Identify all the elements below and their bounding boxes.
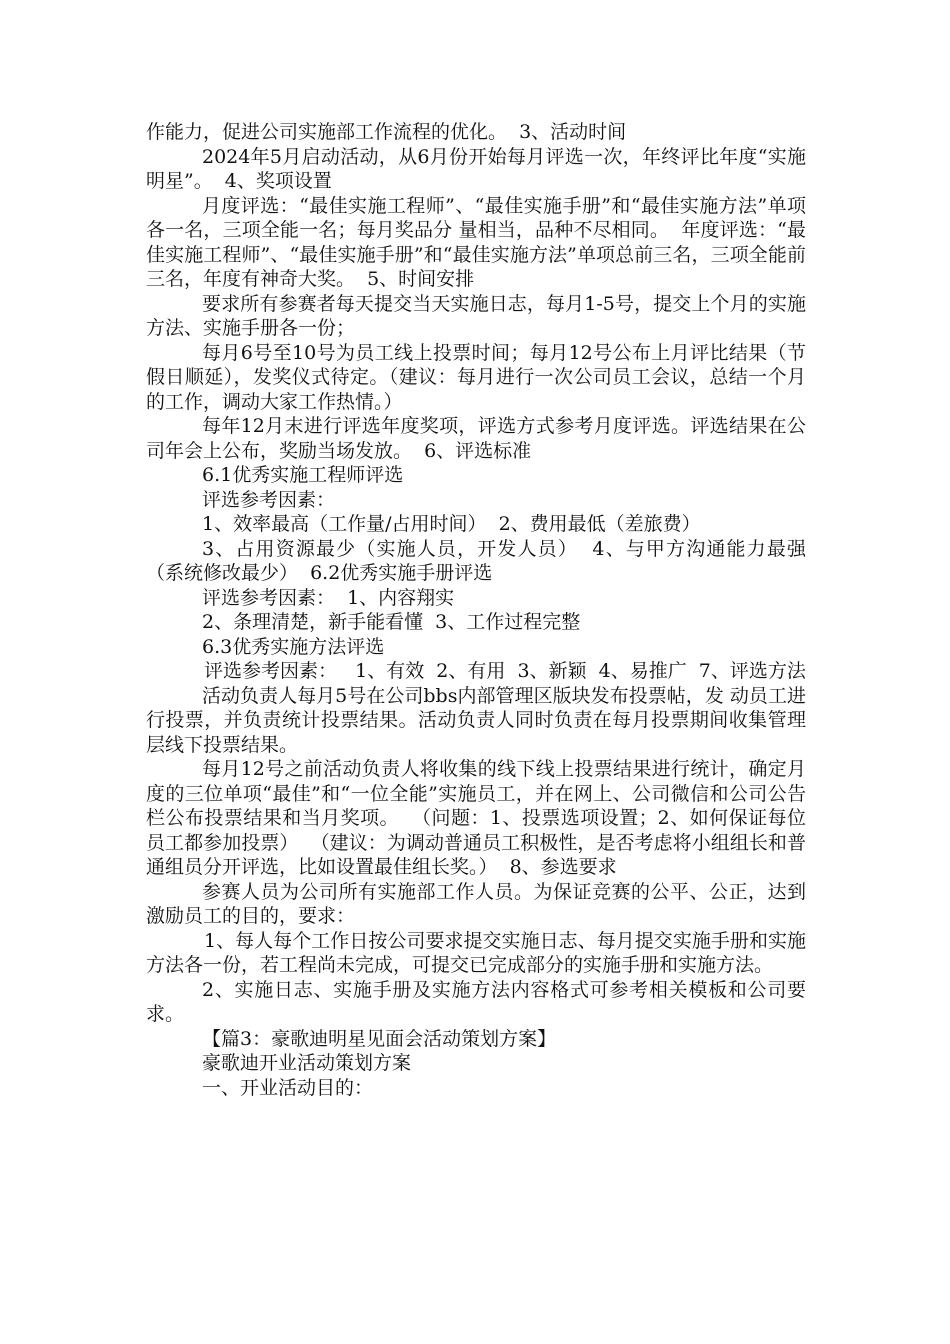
section-title-part-3: 【篇3：豪歌迪明星见面会活动策划方案】 — [202, 1027, 557, 1050]
document-body — [146, 120, 806, 1100]
paragraph-list-3: 2、条理清楚，新手能看懂 3、工作过程完整 — [202, 611, 581, 633]
paragraph-factors-3: 评选参考因素： 1、有效 2、有用 3、新颖 4、易推广 7、评选方法 — [204, 660, 806, 682]
paragraph-requirements: 参赛人员为公司所有实施部工作人员。为保证竞赛的公平、公正，达到激励员工的目的，要求： — [146, 880, 806, 927]
paragraph-list-1: 1、效率最高（工作量/占用时间） 2、费用最低（差旅费） — [202, 513, 701, 535]
paragraph-6: 每年12月末进行评选年度奖项，评选方式参考月度评选。评选结果在公司年会上公布，奖励当场发放。 6、评选标准 — [146, 415, 806, 462]
paragraph-3: 月度评选：“最佳实施工程师”、“最佳实施手册”和“最佳实施方法”单项各一名，三项全能一名；每月奖品分 量相当，品种不尽相同。 年度评选：“最佳实施工程师”、“最佳实施手册”和“最佳实施方法”单项总前三名，三项全能前三名，年度有神奇大奖。 5、时间安排 — [146, 194, 806, 290]
paragraph-requirement-2: 2、实施日志、实施手册及实施方法内容格式可参考相关模板和公司要求。 — [146, 978, 806, 1025]
paragraph-1: 作能力，促进公司实施部工作流程的优化。 3、活动时间 — [146, 121, 627, 143]
paragraph-method-2: 每月12号之前活动负责人将收集的线下线上投票结果进行统计，确定月度的三位单项“最佳”和“一位全能”实施员工，并在网上、公司微信和公司公告栏公布投票结果和当月奖项。 （问题：1、投票选项设置；2、如何保证每位员工都参加投票） （建议：为调动普通员工积极性，是否考虑将小组组长和普通组员分开评选，比如设置最佳组长奖。） 8、参选要求 — [146, 758, 806, 878]
paragraph-requirement-1: 1、每人每个工作日按公司要求提交实施日志、每月提交实施手册和实施方法各一份，若工程尚未完成，可提交已完成部分的实施手册和实施方法。 — [146, 929, 806, 976]
paragraph-2: 2024年5月启动活动，从6月份开始每月评选一次，年终评比年度“实施明星”。 4、奖项设置 — [146, 145, 806, 192]
paragraph-factors-2: 评选参考因素： 1、内容翔实 — [202, 586, 455, 609]
paragraph-4: 要求所有参赛者每天提交当天实施日志，每月1-5号，提交上个月的实施方法、实施手册各一份； — [146, 292, 806, 339]
paragraph-method-1: 活动负责人每月5号在公司bbs内部管理区版块发布投票帖，发 动员工进行投票，并负责统计投票结果。活动负责人同时负责在每月投票期间收集管理层线下投票结果。 — [146, 684, 806, 756]
paragraph-factors-1: 评选参考因素： — [202, 488, 336, 511]
section-heading-6-1: 6.1优秀实施工程师评选 — [202, 464, 404, 486]
plan-title: 豪歌迪开业活动策划方案 — [202, 1052, 412, 1074]
paragraph-5: 每月6号至10号为员工线上投票时间；每月12号公布上月评比结果（节假日顺延），发奖仪式待定。（建议：每月进行一次公司员工会议，总结一个月的工作，调动大家工作热情。） — [146, 341, 806, 413]
plan-section-heading: 一、开业活动目的： — [202, 1076, 374, 1099]
paragraph-list-2: 3、占用资源最少（实施人员，开发人员） 4、与甲方沟通能力最强（系统修改最少） 6.2优秀实施手册评选 — [146, 537, 806, 584]
section-heading-6-3: 6.3优秀实施方法评选 — [202, 635, 385, 658]
